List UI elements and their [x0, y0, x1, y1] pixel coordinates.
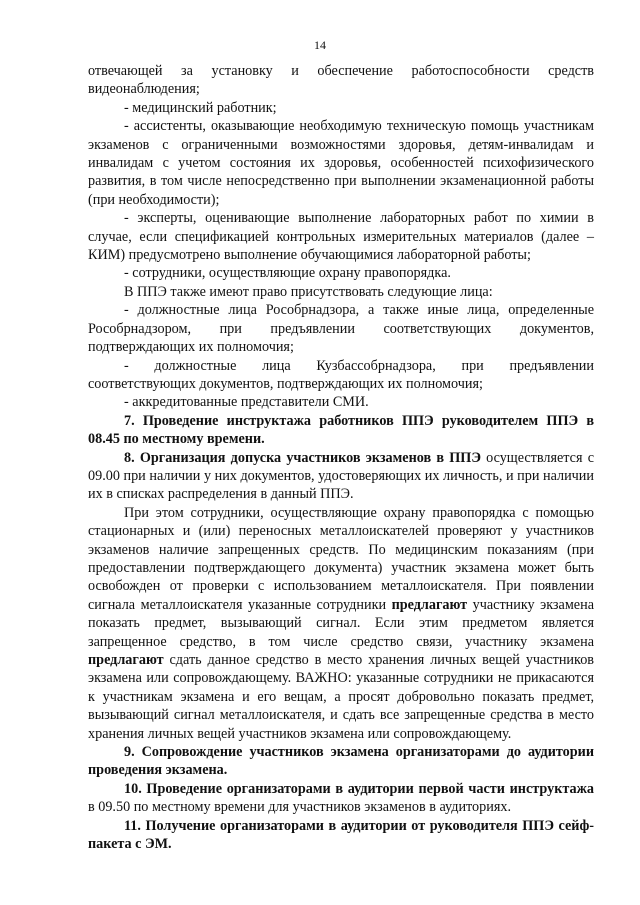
bold-text: 7. Проведение инструктажа работников ППЭ руководителем ППЭ в 08.45 по местному времени.: [88, 412, 594, 448]
text-run: участнику экзамена показать предмет, вызывающий сигнал. Если этим предметом является запрещенное средство, в том числе средство связи, участнику экзамена: [88, 596, 594, 650]
paragraph: [88, 283, 594, 301]
document-body: [88, 62, 594, 853]
text-run: - ассистенты, оказывающие необходимую техническую помощь участникам экзаменов с ограниченными возможностями здоровья, детям-инвалидам и инвалидам с учетом состояния их здоровья, особенностей психофизического развития, в том числе непосредственно при выполнении экзаменационной работы (при необходимости);: [88, 118, 594, 208]
bold-text: предлагают: [88, 652, 164, 668]
bold-text: 9. Сопровождение участников экзамена организаторами до аудитории проведения экзамена.: [88, 744, 594, 779]
text-run: При этом сотрудники, осуществляющие охрану правопорядка с помощью стационарных и (или) переносных металлоискателей проверяют у участников экзаменов наличие запрещенных средств. По медицинским показаниям (при предоставлении подтверждающего документа) участник экзамена может быть освобожден от проверки с использованием металлоискателя. При появлении сигнала металлоискателя указанные сотрудники: [88, 504, 594, 613]
text-run: - медицинский работник;: [124, 99, 277, 116]
paragraph: [88, 357, 594, 394]
paragraph: [88, 62, 594, 99]
text-run: в 09.50 по местному времени для участников экзаменов в аудиториях.: [88, 799, 511, 816]
paragraph: [88, 449, 594, 504]
paragraph: [88, 117, 594, 209]
text-run: - аккредитованные представители СМИ.: [124, 394, 369, 411]
text-run: - должностные лица Кузбассобрнадзора, при предъявлении соответствующих документов, подтверждающих их полномочия;: [88, 357, 594, 392]
text-run: - должностные лица Рособрнадзора, а также иные лица, определенные Рособрнадзором, при предъявлении соответствующих документов, подтверждающих их полномочия;: [88, 302, 594, 356]
text-run: сдать данное средство в место хранения личных вещей участников экзамена или сопровождающему. ВАЖНО: указанные сотрудники не прикасаются к участникам экзамена и его вещам, а просят добровольно показать предмет, вызывающий сигнал металлоискателя, и сдать все запрещенные средства в место хранения личных вещей участников экзамена или сопровождающему.: [88, 652, 594, 742]
paragraph: [88, 301, 594, 356]
paragraph: [88, 743, 594, 780]
bold-text: 11. Получение организаторами в аудитории от руководителя ППЭ сейф-пакета с ЭМ.: [88, 817, 594, 853]
text-run: осуществляется с 09.00 при наличии у них документов, удостоверяющих их личность, и при наличии их в списках распределения в данный ППЭ.: [88, 449, 594, 503]
bold-text: предлагают: [391, 596, 468, 613]
text-run: - сотрудники, осуществляющие охрану правопорядка.: [124, 265, 451, 282]
bold-text: 10. Проведение организаторами в аудитории первой части инструктажа: [124, 780, 594, 797]
text-run: отвечающей за установку и обеспечение работоспособности средств видеонаблюдения;: [88, 63, 594, 98]
paragraph: [88, 817, 594, 854]
page-number: 14: [314, 38, 326, 52]
paragraph: [88, 209, 594, 264]
bold-text: 8. Организация допуска участников экзаменов в ППЭ: [124, 449, 481, 466]
paragraph: [88, 264, 594, 282]
paragraph: [88, 99, 594, 117]
text-run: - эксперты, оценивающие выполнение лабораторных работ по химии в случае, если спецификацией контрольных измерительных материалов (далее – КИМ) предусмотрено выполнение обучающимися лабораторной работы;: [88, 210, 594, 264]
paragraph: [88, 780, 594, 817]
text-run: В ППЭ также имеют право присутствовать следующие лица:: [124, 283, 493, 300]
paragraph: [88, 393, 594, 411]
paragraph: [88, 504, 594, 743]
paragraph: [88, 412, 594, 449]
